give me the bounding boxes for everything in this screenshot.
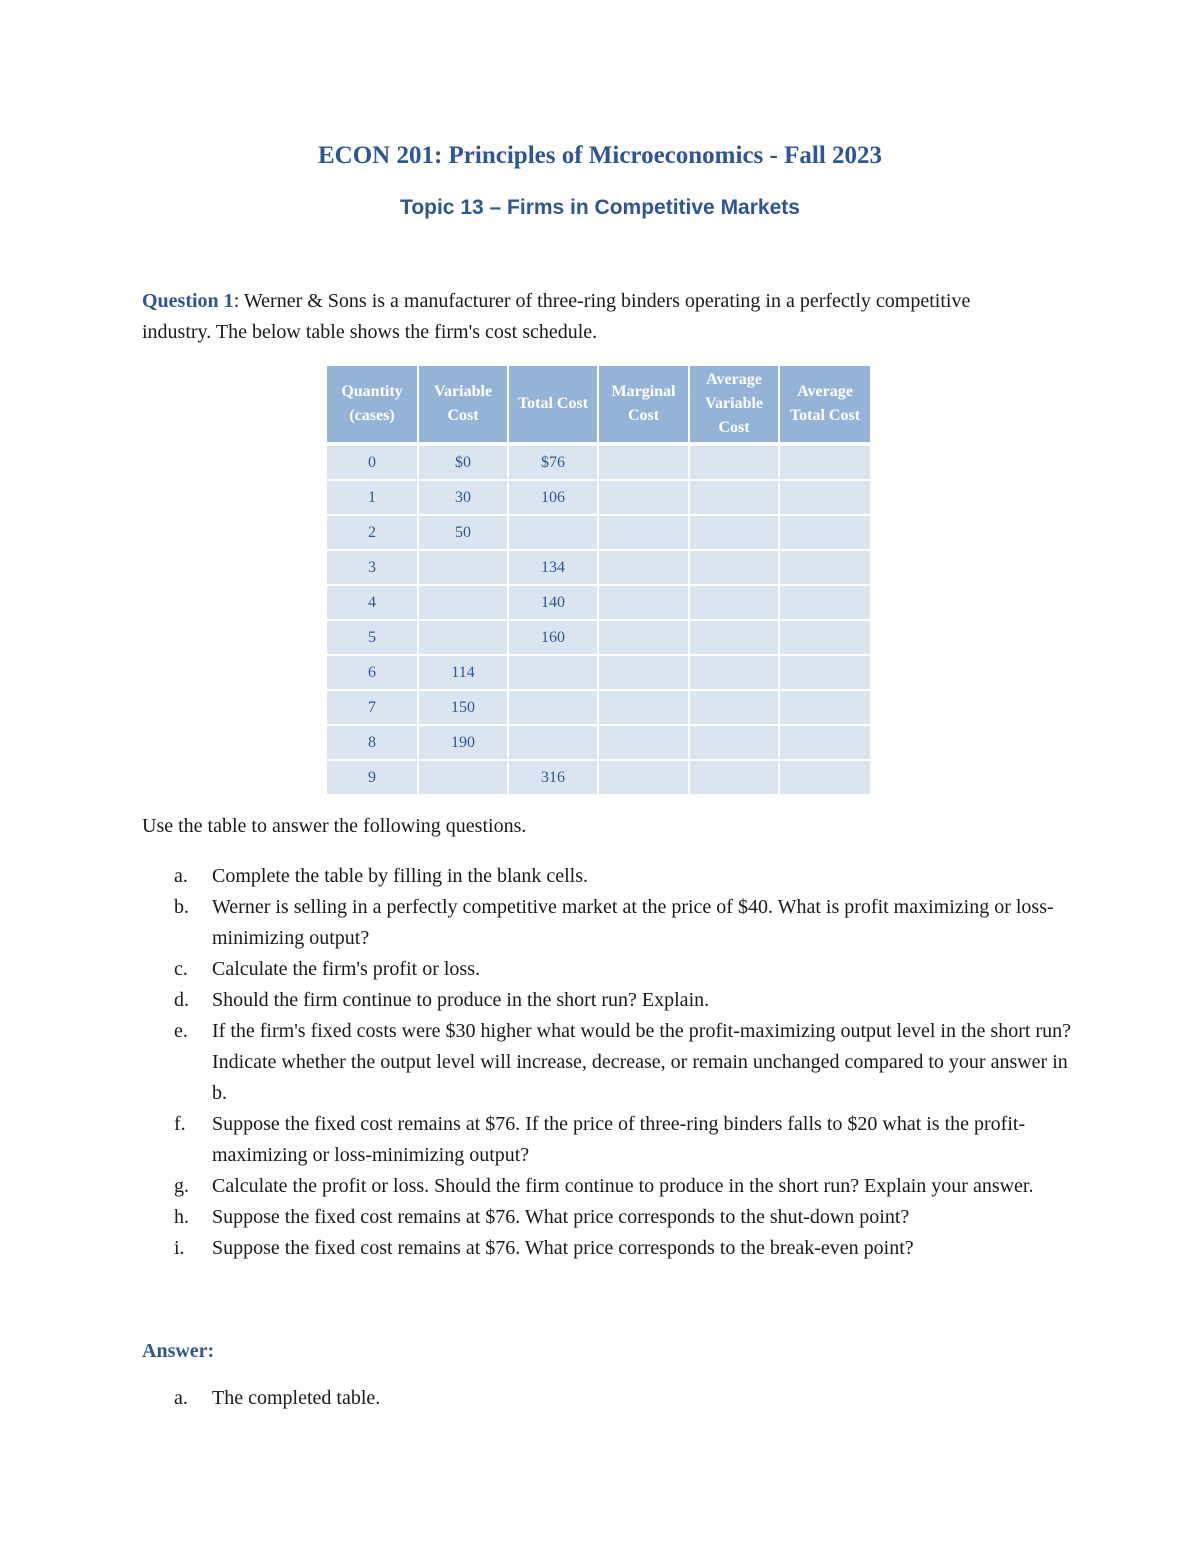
question-item [142,1016,1072,1109]
table-cell [779,725,870,760]
question-paragraph [142,286,1042,348]
column-header-line: Marginal [611,383,676,400]
column-header-line: Cost [447,407,479,424]
question-label: Question 1 [142,290,234,312]
table-cell [689,444,779,480]
list-marker: f. [174,1113,186,1135]
answer-item [142,1383,1072,1414]
table-cell: $76 [508,444,598,480]
list-marker: g. [174,1175,189,1197]
column-header-line: Cost [718,419,750,436]
table-cell [689,725,779,760]
table-row [327,725,870,760]
table-cell: 134 [508,550,598,585]
table-cell [779,444,870,480]
table-cell: 1 [327,480,418,515]
column-header-line: Average [797,383,853,400]
question-item [142,1171,1072,1202]
table-cell [418,550,508,585]
table-cell [598,690,689,725]
table-cell: 140 [508,585,598,620]
table-cell [418,620,508,655]
table-cell: 160 [508,620,598,655]
list-marker: e. [174,1020,188,1042]
table-row [327,620,870,655]
column-header-line: Total Cost [789,407,861,424]
table-cell: 0 [327,444,418,480]
table-cell: 114 [418,655,508,690]
question-text: : Werner & Sons is a manufacturer of three-ring binders operating in a perfectly competitive industry. The below table shows the firm's cost schedule. [142,290,971,343]
table-cell [598,515,689,550]
table-header [327,366,870,444]
table-cell: 7 [327,690,418,725]
table-cell [779,690,870,725]
table-cell: 190 [418,725,508,760]
table-cell [779,620,870,655]
table-cell: $0 [418,444,508,480]
question-item [142,985,1072,1016]
table-header-row [327,366,870,444]
table-cell [598,655,689,690]
table-cell [598,725,689,760]
table-cell [508,515,598,550]
table-cell [598,760,689,795]
table-cell [689,760,779,795]
table-cell [508,690,598,725]
table-cell [689,550,779,585]
table-cell: 6 [327,655,418,690]
column-header-line: Cost [627,407,660,424]
table-cell [689,655,779,690]
question-item [142,892,1072,954]
table-cell [779,550,870,585]
table-cell [689,690,779,725]
column-header-line: (cases) [349,407,395,424]
list-marker: a. [174,865,188,887]
question-list [142,861,1072,1264]
page-title: ECON 201: Principles of Microeconomics - Fall 2023 [317,142,883,169]
table-row [327,550,870,585]
table-cell: 5 [327,620,418,655]
table-row [327,655,870,690]
table-cell: 3 [327,550,418,585]
table-row [327,480,870,515]
list-item-text: If the firm's fixed costs were $30 higher what would be the profit-maximizing output level in the short run? Indicate whether the output level will increase, decrease, or remain unchanged compared to your answer in b. [212,1020,1071,1104]
table-cell [779,515,870,550]
answer-heading: Answer: [142,1340,215,1362]
table-cell [598,550,689,585]
table-cell: 30 [418,480,508,515]
table-cell [598,480,689,515]
topic-title: Topic 13 – Firms in Competitive Markets [400,196,800,219]
table-cell [689,515,779,550]
list-marker: d. [174,989,189,1011]
table-cell: 8 [327,725,418,760]
list-marker: h. [174,1206,189,1228]
column-header-line: Variable [704,395,764,412]
table-row [327,515,870,550]
column-header [327,366,418,444]
column-header-line: Average [706,371,762,388]
table-cell [689,620,779,655]
list-marker: b. [174,896,189,918]
table-row [327,760,870,795]
list-item-text: Calculate the firm's profit or loss. [212,958,480,980]
list-item-text: Suppose the fixed cost remains at $76. What price corresponds to the shut-down point? [212,1206,910,1228]
question-item [142,861,1072,892]
answer-list [142,1383,1072,1414]
list-item-text: Werner is selling in a perfectly competitive market at the price of $40. What is profit maximizing or loss-minimizing output? [212,896,1054,949]
column-header-line: Variable [433,383,493,400]
table-cell [779,760,870,795]
list-marker: a. [174,1387,188,1409]
question-item [142,1202,1072,1233]
instructions-text: Use the table to answer the following questions. [142,815,527,837]
list-item-text: The completed table. [212,1387,381,1409]
column-header [779,366,870,444]
table-cell [689,585,779,620]
list-item-text: Suppose the fixed cost remains at $76. If the price of three-ring binders falls to $20 what is the profit-maximizing or loss-minimizing output? [212,1113,1026,1166]
list-marker: i. [174,1237,185,1259]
table-cell [779,585,870,620]
table-body [327,444,870,795]
question-item [142,1233,1072,1264]
table-cell [598,620,689,655]
table-cell: 4 [327,585,418,620]
column-header [418,366,508,444]
list-item-text: Suppose the fixed cost remains at $76. What price corresponds to the break-even point? [212,1237,914,1259]
table-cell: 2 [327,515,418,550]
list-item-text: Should the firm continue to produce in the short run? Explain. [212,989,710,1011]
list-item-text: Calculate the profit or loss. Should the firm continue to produce in the short run? Explain your answer. [212,1175,1034,1197]
table-cell: 50 [418,515,508,550]
column-header [689,366,779,444]
table-row [327,444,870,480]
table-row [327,585,870,620]
table-cell [508,655,598,690]
column-header [598,366,689,444]
question-item [142,1109,1072,1171]
table-cell [418,585,508,620]
table-cell [598,444,689,480]
table-cell [689,480,779,515]
table-cell [508,725,598,760]
table-cell: 9 [327,760,418,795]
column-header-line: Total Cost [517,395,589,412]
list-item-text: Complete the table by filling in the blank cells. [212,865,589,887]
table-cell [779,655,870,690]
table-row [327,690,870,725]
question-item [142,954,1072,985]
column-header-line: Quantity [341,383,403,400]
cost-schedule-table [327,366,870,796]
list-marker: c. [174,958,188,980]
column-header [508,366,598,444]
table-cell: 150 [418,690,508,725]
table-cell [418,760,508,795]
table-cell [598,585,689,620]
table-cell: 316 [508,760,598,795]
table-cell [779,480,870,515]
table-cell: 106 [508,480,598,515]
